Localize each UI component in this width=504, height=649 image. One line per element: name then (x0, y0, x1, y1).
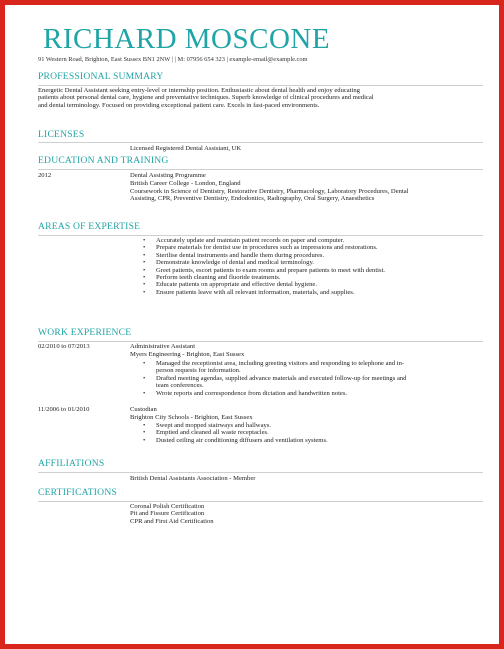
list-item: • Accurately update and maintain patient records on paper and computer. (143, 237, 345, 244)
list-item: • Wrote reports and correspondence from dictation and handwritten notes. (143, 389, 348, 397)
licenses-text: Licensed Registered Dental Assistant, UK (130, 145, 242, 152)
list-item: • Prepare materials for dentist use in procedures such as impressions and restorations. (143, 244, 378, 252)
list-item: Coronal Polish Certification (130, 503, 205, 510)
list-item: • Swept and mopped stairways and hallways. (143, 422, 272, 429)
job-1-company: Myers Engineering - Brighton, East Sussex (130, 351, 245, 358)
job-1-duties (143, 360, 415, 397)
work-divider (38, 341, 483, 342)
work-heading: WORK EXPERIENCE (38, 327, 132, 338)
list-item: • Sterilise dental instruments and handle them during procedures. (143, 251, 325, 259)
education-heading: EDUCATION AND TRAINING (38, 155, 169, 166)
bullet-icon: • (143, 374, 146, 382)
summary-heading: PROFESSIONAL SUMMARY (38, 71, 164, 82)
list-item: • Managed the receptionist area, including greeting visitors and responding to telephone and in-person requests for information. (143, 360, 405, 375)
bullet-icon: • (143, 259, 146, 267)
job-2-dates: 11/2006 to 01/2010 (38, 406, 90, 413)
bullet-icon: • (143, 237, 146, 244)
bullet-icon: • (143, 422, 146, 429)
expertise-list (143, 237, 428, 296)
list-item: • Ensure patients leave with all relevant information, materials, and supplies. (143, 288, 355, 296)
education-coursework: Coursework in Science of Dentistry, Restorative Dentistry, Pharmacology, Laboratory Procedures, Dental Assisting, CPR, Preventive Dentistry, Endodontics, Radiography, Oral Surgery, Anaesthetics (130, 188, 409, 203)
education-divider (38, 169, 483, 170)
education-date: 2012 (38, 172, 52, 179)
summary-text: Energetic Dental Assistant seeking entry-level or internship position. Enthusiastic about dental health and enjoy educating patients about personal dental care, hygiene and preventative techniques. Superb knowledge of clinical procedures and medical and dental terminology. Focused on providing exceptional patient care. Excels in fast-paced environments. (38, 87, 374, 109)
bullet-icon: • (143, 429, 146, 437)
list-item: • Demonstrate knowledge of dental and medical terminology. (143, 259, 314, 267)
list-item: CPR and First Aid Certification (130, 517, 214, 525)
education-program: Dental Assisting Programme (130, 172, 206, 179)
certifications-heading: CERTIFICATIONS (38, 487, 117, 498)
bullet-icon: • (143, 281, 146, 289)
list-item: • Dusted ceiling air conditioning diffusers and ventilation systems. (143, 436, 328, 444)
job-1-title: Administrative Assistant (130, 343, 196, 350)
certifications-list (130, 503, 214, 525)
list-item: • Drafted meeting agendas, supplied advance materials and executed follow-up for meetings and team conferences. (143, 374, 407, 390)
list-item: • Emptied and cleaned all waste receptacles. (143, 429, 269, 437)
candidate-name: RICHARD MOSCONE (43, 23, 331, 55)
bullet-icon: • (143, 389, 146, 397)
certifications-divider (38, 501, 483, 502)
job-2-title: Custodian (130, 406, 157, 413)
expertise-divider (38, 235, 483, 236)
education-school: British Career College - London, England (130, 180, 241, 187)
list-item: • Greet patients, escort patients to exam rooms and prepare patients to meet with dentist. (143, 266, 386, 274)
expertise-heading: AREAS OF EXPERTISE (38, 221, 141, 232)
job-2-company: Brighton City Schools - Brighton, East Sussex (130, 414, 253, 421)
list-item: • Perform teeth cleaning and fluoride treatments. (143, 274, 281, 282)
bullet-icon: • (143, 244, 146, 252)
affiliations-heading: AFFILIATIONS (38, 458, 105, 469)
bullet-icon: • (143, 360, 146, 367)
job-1-dates: 02/2010 to 07/2013 (38, 343, 90, 350)
list-item: • Educate patients on appropriate and effective dental hygiene. (143, 281, 317, 289)
job-2-duties (143, 422, 415, 444)
licenses-heading: LICENSES (38, 129, 85, 140)
bullet-icon: • (143, 288, 146, 296)
bullet-icon: • (143, 251, 146, 259)
list-item: Pit and Fissure Certification (130, 510, 205, 518)
resume-page (5, 5, 499, 644)
affiliations-divider (38, 472, 483, 473)
bullet-icon: • (143, 436, 146, 444)
affiliations-text: British Dental Assistants Association - Member (130, 475, 256, 482)
contact-line: 91 Western Road, Brighton, East Sussex BN1 2NW | | M: 07956 654 323 | example-email@example.com (38, 56, 308, 63)
bullet-icon: • (143, 274, 146, 282)
licenses-divider (38, 142, 483, 143)
bullet-icon: • (143, 266, 146, 274)
summary-divider (38, 85, 483, 86)
